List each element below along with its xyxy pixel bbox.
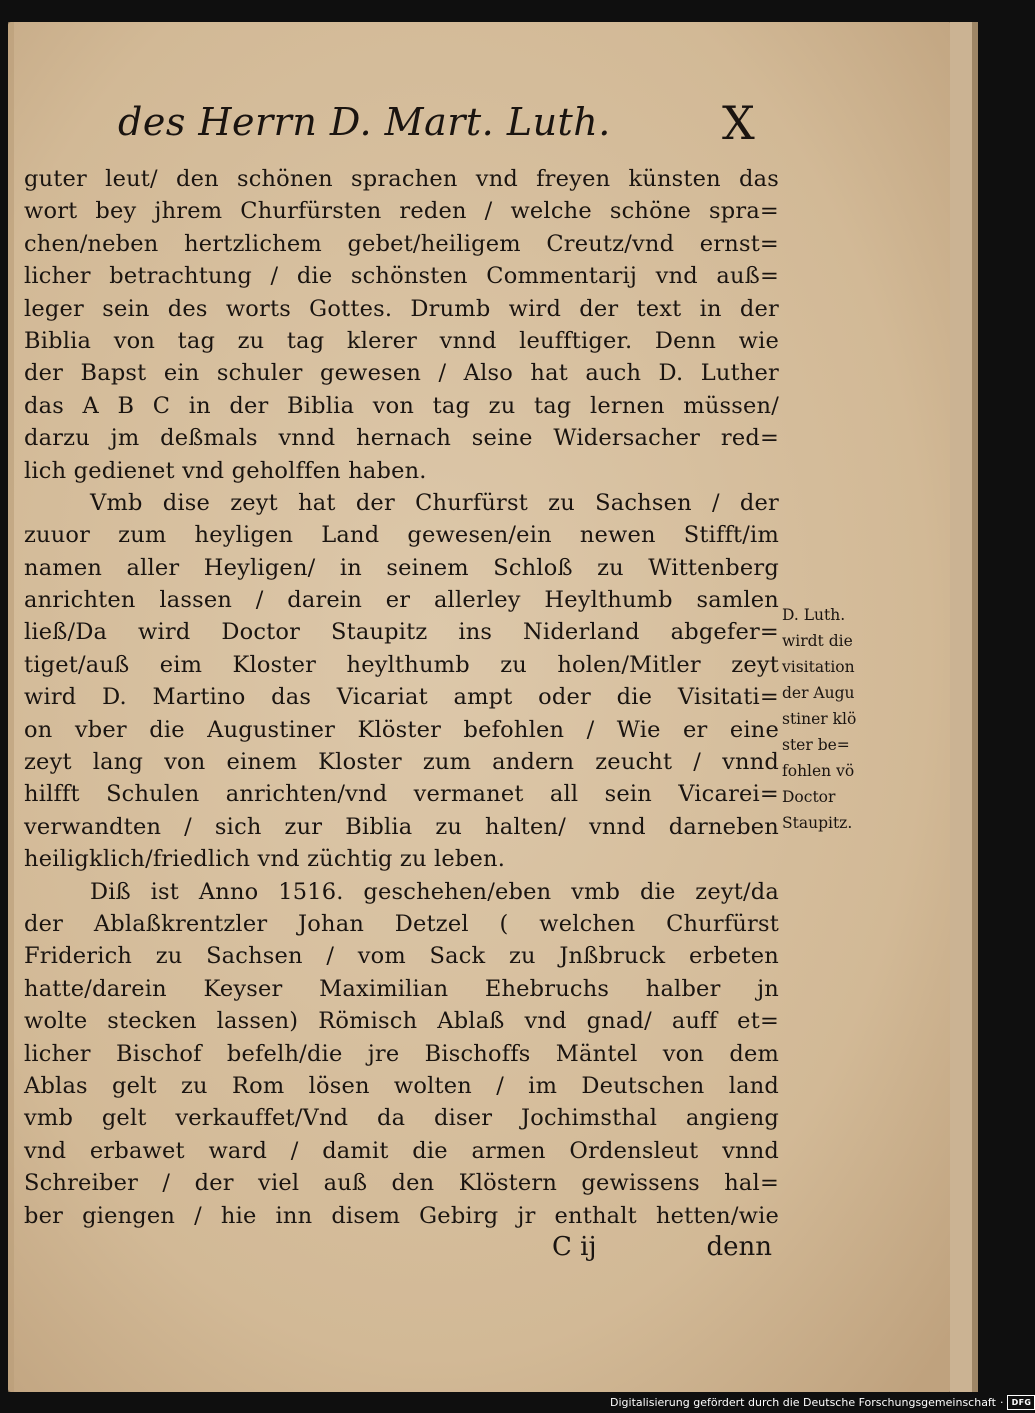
text-line: tiget/auß eim Kloster heylthumb zu holen/Mitler zeyt [24,651,779,678]
text-line: wolte stecken lassen) Römisch Ablaß vnd gnad/ auff et= [24,1008,779,1035]
marginal-line: ster be= [782,736,850,754]
folio-number: X [722,96,755,150]
marginal-line: stiner klö [782,710,857,728]
paragraph-first-line: Vmb dise zeyt hat der Churfürst zu Sachsen / der [90,489,779,516]
text-line: der Ablaßkrentzler Johan Detzel ( welchen Churfürst [24,910,779,937]
text-line: hatte/darein Keyser Maximilian Ehebruchs halber jn [24,975,779,1002]
marginal-line: D. Luth. [782,606,846,624]
paragraph-first-line: Diß ist Anno 1516. geschehen/eben vmb die zeyt/da [90,878,779,905]
digitization-credit [610,1392,1035,1413]
marginal-line: wirdt die [782,632,853,650]
text-line: vmb gelt verkauffet/Vnd da diser Jochimsthal angieng [24,1105,779,1132]
marginal-line: visitation [782,658,855,676]
text-line: verwandten / sich zur Biblia zu halten/ vnnd darneben [24,813,779,840]
text-line: Schreiber / der viel auß den Klöstern gewissens hal= [24,1170,779,1197]
text-line: heiligklich/friedlich vnd züchtig zu leben. [24,846,506,873]
text-line: wort bey jhrem Churfürsten reden / welche schöne spra= [24,198,779,225]
text-line: der Bapst ein schuler gewesen / Also hat auch D. Luther [24,360,779,387]
text-line: darzu jm deßmals vnnd hernach seine Widersacher red= [24,425,779,452]
text-line: anrichten lassen / darein er allerley Heylthumb samlen [24,587,779,614]
running-title: des Herrn D. Mart. Luth. [118,100,611,144]
page-footer [530,1232,780,1272]
credit-text: Digitalisierung gefördert durch die Deutsche Forschungsgemeinschaft [610,1396,996,1409]
text-line: namen aller Heyligen/ in seinem Schloß zu Wittenberg [24,554,779,581]
credit-separator: · [999,1396,1004,1409]
text-line: ber giengen / hie inn disem Gebirg jr enthalt hetten/wie [24,1202,779,1229]
catchword: denn [706,1232,772,1262]
text-line: zuuor zum heyligen Land gewesen/ein newen Stifft/im [24,522,779,549]
text-line: licher betrachtung / die schönsten Commentarij vnd auß= [24,263,779,290]
main-text-block [24,163,779,1232]
text-line: das A B C in der Biblia von tag zu tag lernen müssen/ [24,392,779,419]
text-line: ließ/Da wird Doctor Staupitz ins Niderland abgefer= [24,619,779,646]
text-line: lich gedienet vnd geholffen haben. [24,457,427,484]
text-line: wird D. Martino das Vicariat ampt oder die Visitati= [24,684,779,711]
marginal-line: Staupitz. [782,814,853,832]
text-line: Biblia von tag zu tag klerer vnnd leufftiger. Denn wie [24,327,779,354]
text-line: vnd erbawet ward / damit die armen Ordensleut vnnd [24,1137,779,1164]
marginal-line: der Augu [782,684,855,702]
signature-mark: C ij [552,1232,597,1262]
text-line: guter leut/ den schönen sprachen vnd freyen künsten das [24,166,779,192]
marginal-line: fohlen vö [782,762,855,780]
text-line: Friderich zu Sachsen / vom Sack zu Jnßbruck erbeten [24,943,779,970]
text-line: leger sein des worts Gottes. Drumb wird der text in der [24,295,779,322]
text-line: chen/neben hertzlichem gebet/heiligem Creutz/vnd ernst= [24,230,779,257]
text-line: Ablas gelt zu Rom lösen wolten / im Deutschen land [24,1072,779,1099]
text-line: zeyt lang von einem Kloster zum andern zeucht / vnnd [24,749,779,776]
text-line: on vber die Augustiner Klöster befohlen / Wie er eine [24,716,779,743]
text-line: hilfft Schulen anrichten/vnd vermanet all sein Vicarei= [24,781,779,808]
text-line: licher Bischof befelh/die jre Bischoffs Mäntel von dem [24,1040,779,1067]
dfg-logo-icon: DFG [1007,1395,1035,1410]
marginal-line: Doctor [782,788,836,806]
marginal-note [782,602,882,836]
running-header [112,92,792,162]
